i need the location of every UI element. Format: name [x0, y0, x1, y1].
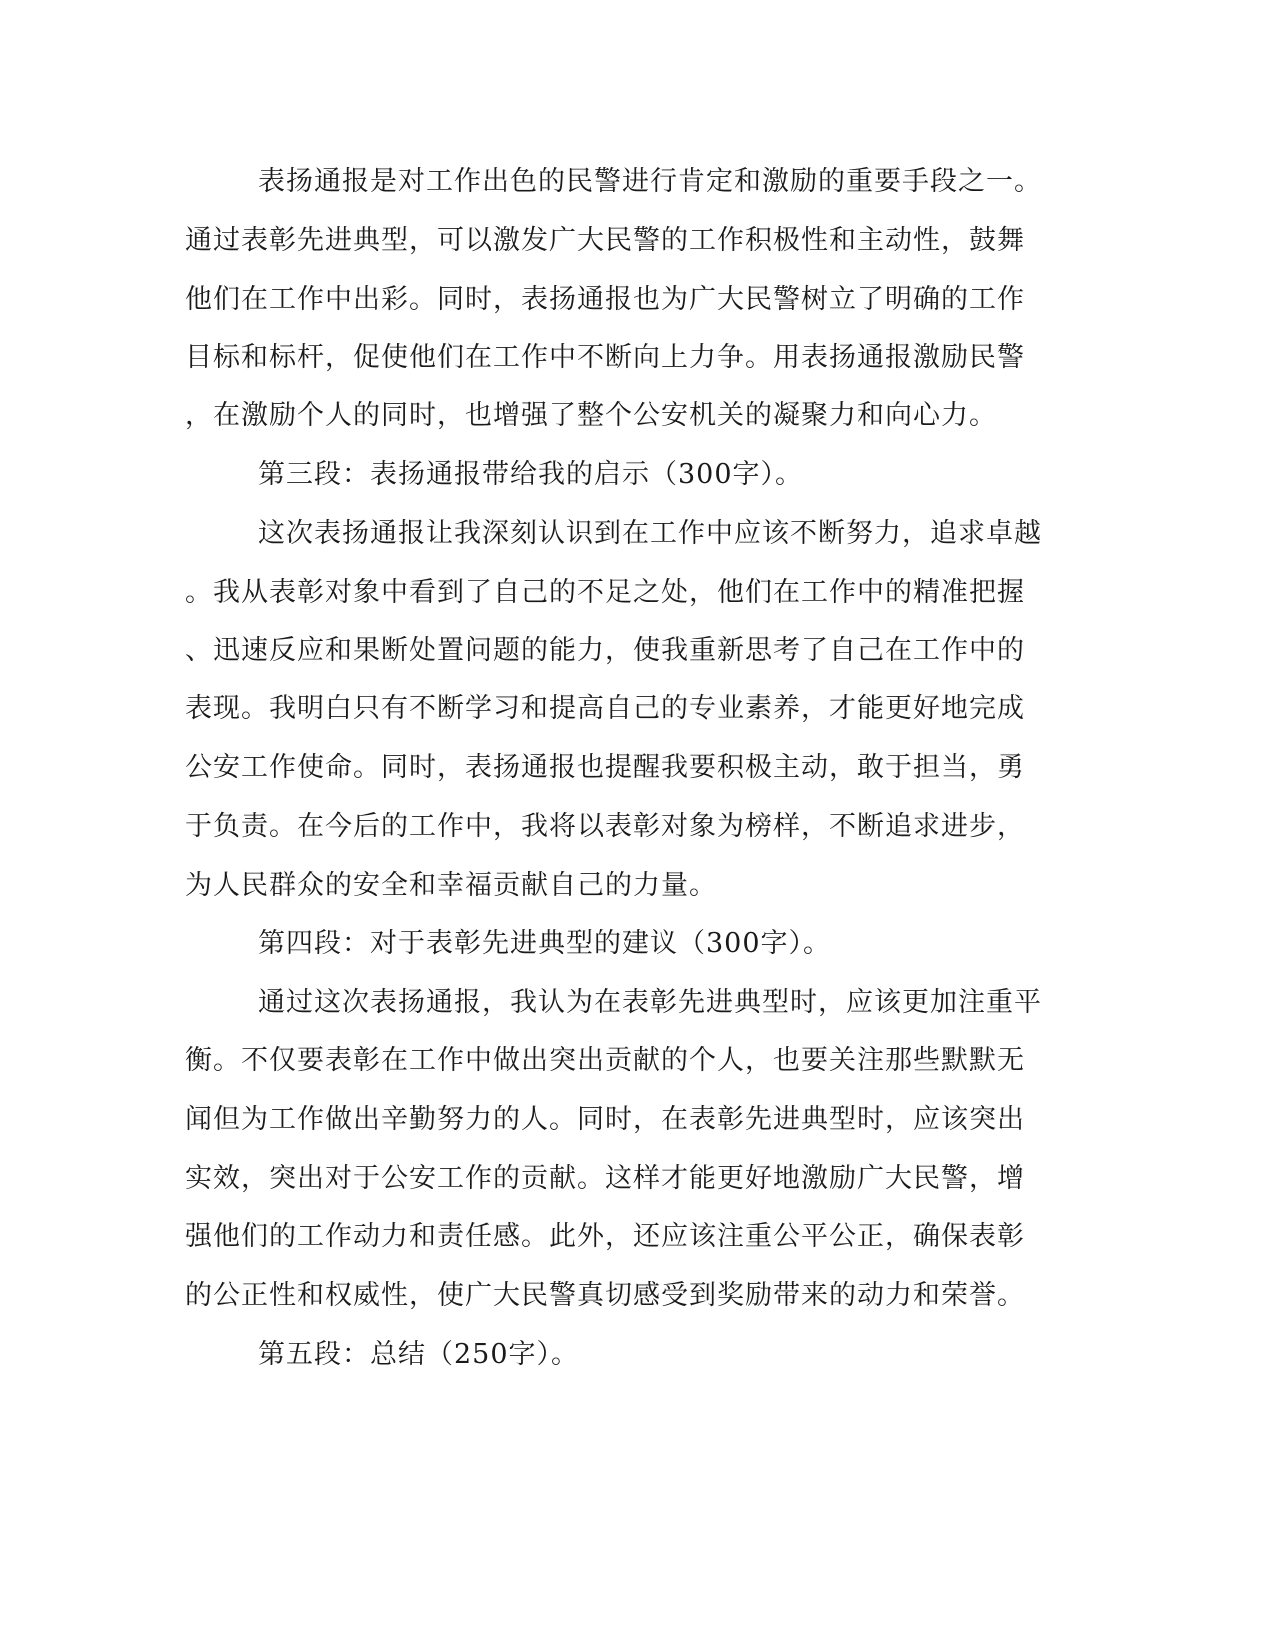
paragraph-line: ，在激励个人的同时，也增强了整个公安机关的凝聚力和向心力。 [185, 400, 997, 431]
paragraph-line: 表扬通报是对工作出色的民警进行肯定和激励的重要手段之一。 [258, 166, 1042, 197]
paragraph-line: 的公正性和权威性，使广大民警真切感受到奖励带来的动力和荣誉。 [185, 1280, 1025, 1311]
paragraph-line: 衡。不仅要表彰在工作中做出突出贡献的个人，也要关注那些默默无 [185, 1045, 1025, 1076]
section-heading-3: 第三段：表扬通报带给我的启示（300字）。 [258, 459, 804, 490]
paragraph-line: 目标和标杆，促使他们在工作中不断向上力争。用表扬通报激励民警 [185, 342, 1025, 373]
paragraph-line: 。我从表彰对象中看到了自己的不足之处，他们在工作中的精准把握 [185, 577, 1025, 608]
paragraph-line: 实效，突出对于公安工作的贡献。这样才能更好地激励广大民警，增 [185, 1163, 1025, 1194]
paragraph-line: 为人民群众的安全和幸福贡献自己的力量。 [185, 870, 717, 901]
paragraph-line: 通过表彰先进典型，可以激发广大民警的工作积极性和主动性，鼓舞 [185, 225, 1025, 256]
paragraph-line: 于负责。在今后的工作中，我将以表彰对象为榜样，不断追求进步， [185, 811, 1025, 842]
paragraph-line: 他们在工作中出彩。同时，表扬通报也为广大民警树立了明确的工作 [185, 284, 1025, 315]
paragraph-line: 、迅速反应和果断处置问题的能力，使我重新思考了自己在工作中的 [185, 635, 1025, 666]
paragraph-line: 这次表扬通报让我深刻认识到在工作中应该不断努力，追求卓越 [258, 518, 1042, 549]
section-heading-4: 第四段：对于表彰先进典型的建议（300字）。 [258, 928, 832, 959]
paragraph-line: 表现。我明白只有不断学习和提高自己的专业素养，才能更好地完成 [185, 693, 1025, 724]
paragraph-line: 通过这次表扬通报，我认为在表彰先进典型时，应该更加注重平 [258, 987, 1042, 1018]
paragraph-line: 强他们的工作动力和责任感。此外，还应该注重公平公正，确保表彰 [185, 1221, 1025, 1252]
paragraph-line: 闻但为工作做出辛勤努力的人。同时，在表彰先进典型时，应该突出 [185, 1104, 1025, 1135]
section-heading-5: 第五段：总结（250字）。 [258, 1339, 580, 1370]
paragraph-line: 公安工作使命。同时，表扬通报也提醒我要积极主动，敢于担当，勇 [185, 752, 1025, 783]
